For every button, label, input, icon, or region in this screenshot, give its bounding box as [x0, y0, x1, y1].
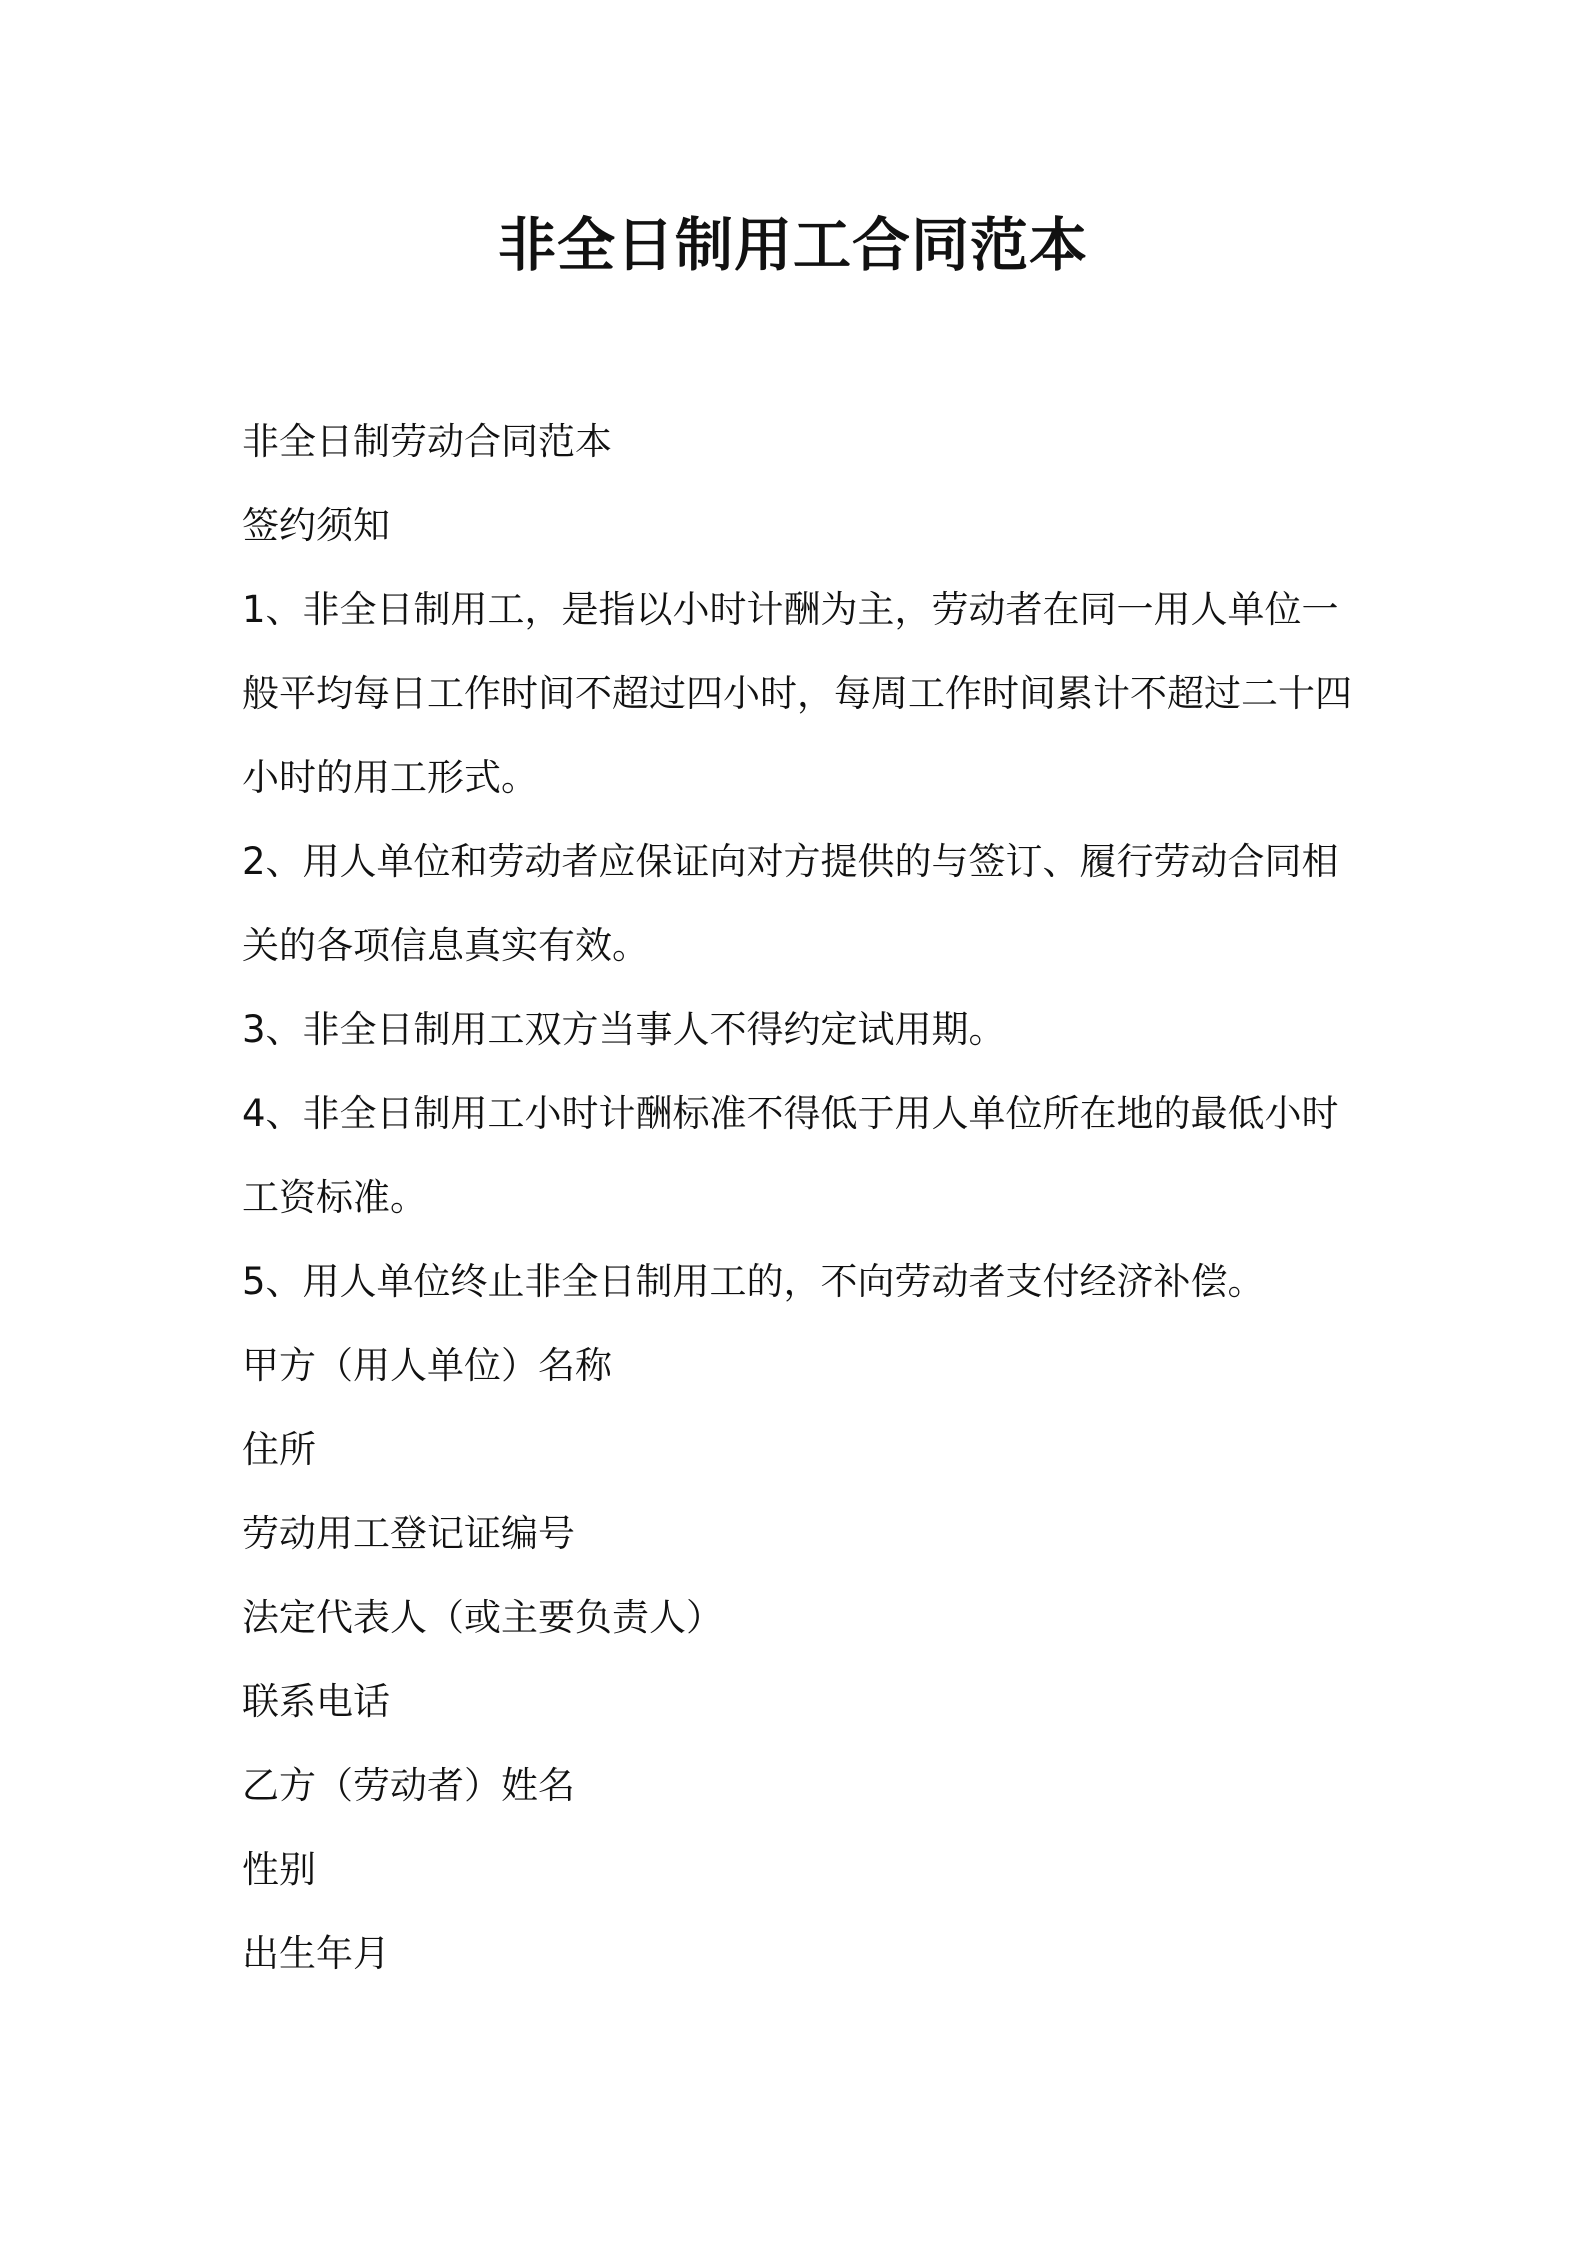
legal-representative-label: 法定代表人（或主要负责人） — [242, 1596, 723, 1639]
birth-date-label: 出生年月 — [242, 1932, 390, 1975]
notice-item-1: 1、非全日制用工，是指以小时计酬为主，劳动者在同一用人单位一般平均每日工作时间不超过四小时，每周工作时间累计不超过二十四小时的用工形式。 — [242, 588, 1352, 799]
gender-label: 性别 — [242, 1848, 316, 1891]
document-title: 非全日制用工合同范本 — [497, 211, 1088, 279]
notice-heading: 签约须知 — [242, 504, 390, 547]
notice-item-5: 5、用人单位终止非全日制用工的，不向劳动者支付经济补偿。 — [242, 1260, 1265, 1303]
registration-number-label: 劳动用工登记证编号 — [242, 1512, 575, 1555]
address-label: 住所 — [242, 1428, 316, 1471]
document-body — [242, 400, 1372, 1996]
notice-item-4: 4、非全日制用工小时计酬标准不得低于用人单位所在地的最低小时工资标准。 — [242, 1092, 1339, 1219]
notice-item-3: 3、非全日制用工双方当事人不得约定试用期。 — [242, 1008, 1006, 1051]
notice-item-2: 2、用人单位和劳动者应保证向对方提供的与签订、履行劳动合同相关的各项信息真实有效。 — [242, 840, 1339, 967]
subtitle-line: 非全日制劳动合同范本 — [242, 420, 612, 463]
party-a-name-label: 甲方（用人单位）名称 — [242, 1344, 612, 1387]
phone-label: 联系电话 — [242, 1680, 390, 1723]
party-b-name-label: 乙方（劳动者）姓名 — [242, 1764, 575, 1807]
